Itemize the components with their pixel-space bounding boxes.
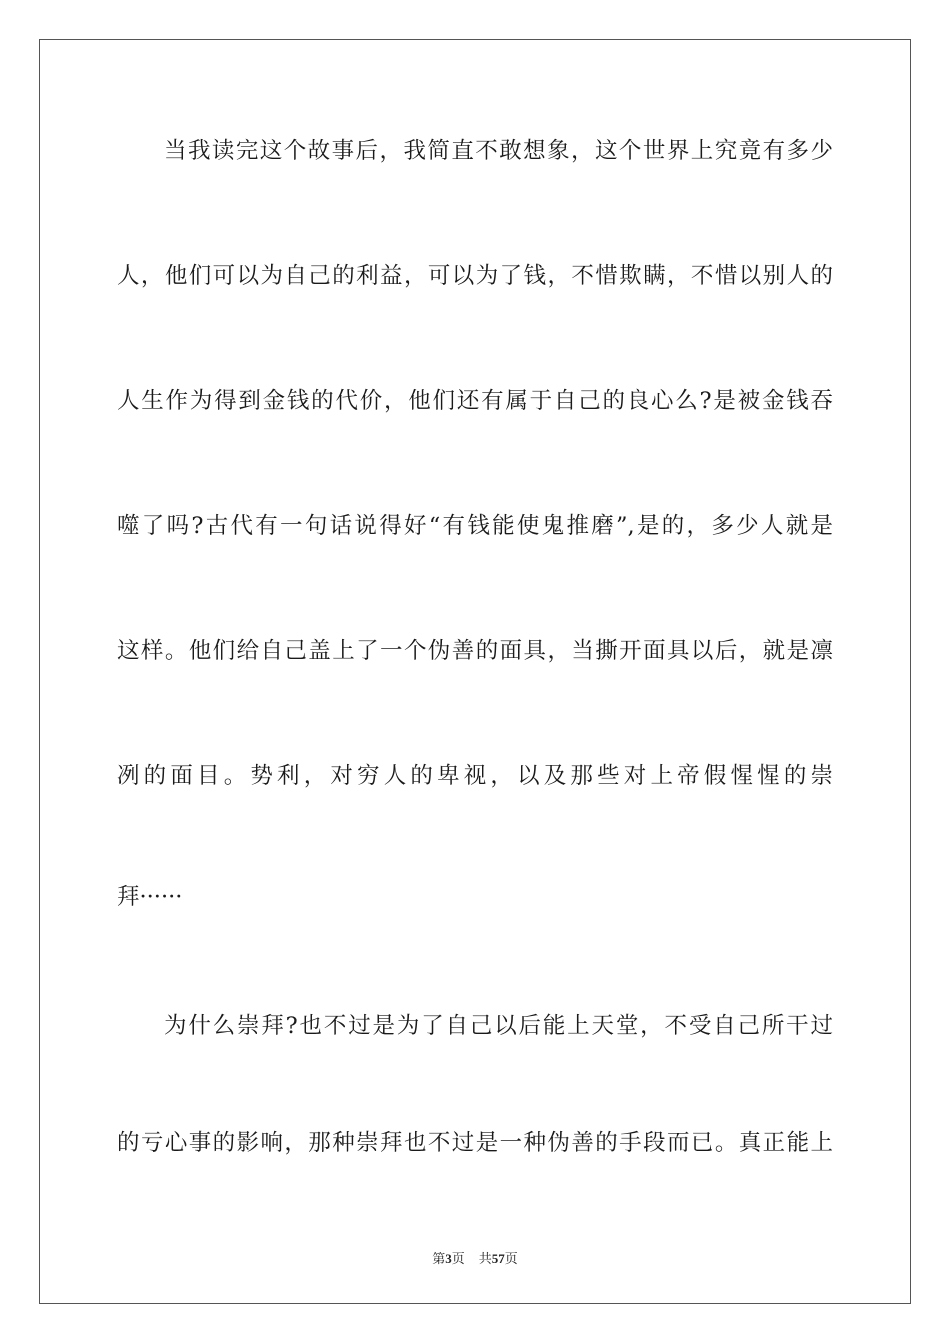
total-pages: 57 (491, 1251, 505, 1266)
page-suffix: 页 (451, 1251, 465, 1266)
paragraph-1-line-3: 人生作为得到金钱的代价，他们还有属于自己的良心么?是被金钱吞 (117, 388, 833, 414)
paragraph-2-line-2: 的亏心事的影响，那种崇拜也不过是一种伪善的手段而已。真正能上 (117, 1130, 833, 1156)
page-number: 3 (445, 1251, 452, 1266)
paragraph-1-line-5: 这样。他们给自己盖上了一个伪善的面具，当撕开面具以后，就是凛 (117, 638, 833, 664)
paragraph-2-line-1: 为什么崇拜?也不过是为了自己以后能上天堂，不受自己所干过 (164, 1013, 833, 1039)
total-prefix: 共 (478, 1251, 492, 1266)
paragraph-1-line-1: 当我读完这个故事后，我简直不敢想象，这个世界上究竟有多少 (164, 138, 833, 164)
paragraph-1-line-7: 拜······ (117, 884, 183, 910)
page-border (39, 39, 911, 1304)
paragraph-1-line-4: 噬了吗?古代有一句话说得好“有钱能使鬼推磨”,是的，多少人就是 (117, 513, 833, 539)
paragraph-1-line-6: 冽的面目。势利，对穷人的卑视，以及那些对上帝假惺惺的崇 (117, 763, 833, 789)
paragraph-1-line-2: 人，他们可以为自己的利益，可以为了钱，不惜欺瞒，不惜以别人的 (117, 263, 833, 289)
page-prefix: 第 (432, 1251, 446, 1266)
total-suffix: 页 (504, 1251, 518, 1266)
page-footer (0, 1248, 950, 1267)
